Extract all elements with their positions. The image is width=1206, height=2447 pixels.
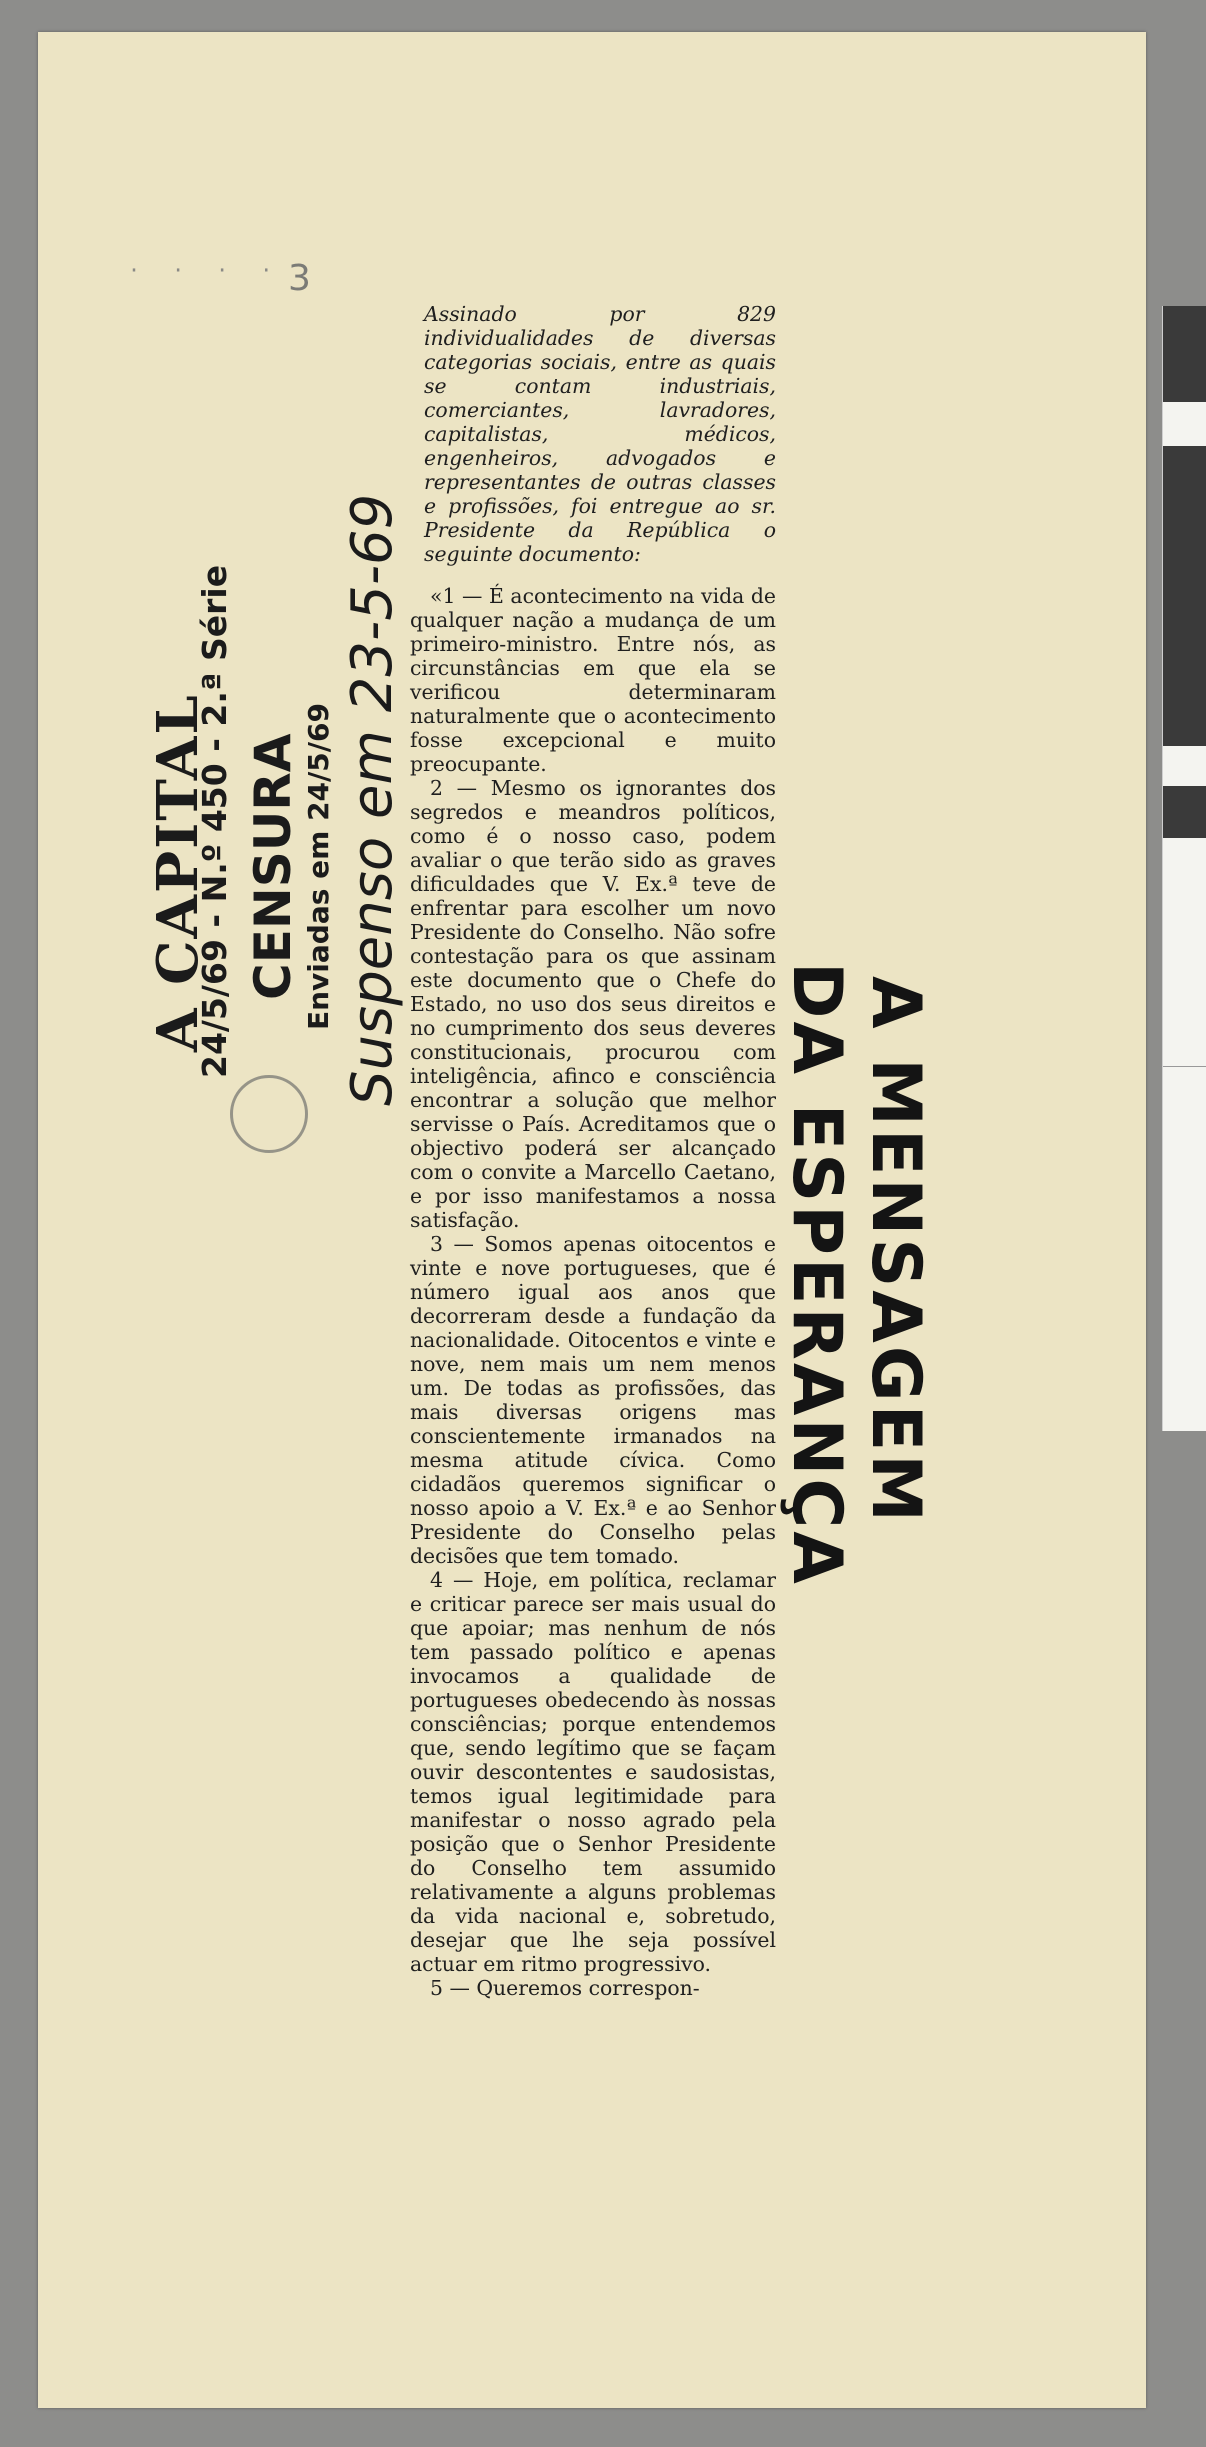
article-paragraph-5: 5 — Queremos correspon- <box>430 1976 700 2000</box>
issue-line-stamp: 24/5/69 - N.º 450 - 2.ª Série <box>195 564 234 1078</box>
pencil-circle-mark <box>230 1075 308 1153</box>
page-number: 3 <box>288 258 311 299</box>
ruler-segment-dark-1 <box>1163 306 1206 402</box>
enviadas-stamp: Enviadas em 24/5/69 <box>302 703 335 1030</box>
headline-line-1: A MENSAGEM <box>856 976 935 1525</box>
ruler-segment-dark-3 <box>1163 786 1206 838</box>
headline-line-2: DA ESPERANÇA <box>777 962 856 1587</box>
ruler-segment-dark-2 <box>1163 446 1206 746</box>
ruler-segment-line <box>1163 1066 1206 1067</box>
article-paragraph-1: «1 — É acontecimento na vida de qualquer nação a mudança de um primeiro-ministro. Entre nós, as circunstâncias em que ela se verificou determinaram naturalmente que o acontecimento fosse excepcional e muito preocupante. <box>410 584 776 776</box>
article-body <box>410 302 776 2000</box>
suspenso-stamp: Suspenso em 23-5-69 <box>340 493 405 1106</box>
article-paragraph-3: 3 — Somos apenas oitocentos e vinte e nove portugueses, que é número igual aos anos que decorreram desde a fundação da nacionalidade. Oitocentos e vinte e nove, nem mais um nem menos um. De todas as profissões, das mais diversas origens mas conscientemente irmanados na mesma atitude cívica. Como cidadãos queremos significar o nosso apoio a V. Ex.ª e ao Senhor Presidente do Conselho pelas decisões que tem tomado. <box>410 1232 776 1568</box>
article-intro: Assinado por 829 individualidades de diversas categorias sociais, entre as quais se contam industriais, comerciantes, lavradores, capitalistas, médicos, engenheiros, advogados e representantes de outras classes e profissões, foi entregue ao sr. Presidente da República o seguinte documento: <box>424 302 776 566</box>
censura-stamp: CENSURA <box>244 733 302 1000</box>
masthead-stamp: A CAPITAL <box>145 693 211 1052</box>
corner-marks: · · · · <box>128 258 283 282</box>
scale-ruler <box>1162 306 1206 1431</box>
article-paragraph-4: 4 — Hoje, em política, reclamar e criticar parece ser mais usual do que apoiar; mas nenhum de nós tem passado político e apenas invocamos a qualidade de portugueses obedecendo às nossas consciências; porque entendemos que, sendo legítimo que se façam ouvir descontentes e saudosistas, temos igual legitimidade para manifestar o nosso agrado pela posição que o Senhor Presidente do Conselho tem assumido relativamente a alguns problemas da vida nacional e, sobretudo, desejar que lhe seja possível actuar em ritmo progressivo. <box>410 1568 776 1976</box>
article-paragraph-2: 2 — Mesmo os ignorantes dos segredos e meandros políticos, como é o nosso caso, podem avaliar o que terão sido as graves dificuldades que V. Ex.ª teve de enfrentar para escolher um novo Presidente do Conselho. Não sofre contestação para os que assinam este documento que o Chefe do Estado, no uso dos seus direitos e no cumprimento dos seus deveres constitucionais, procurou com inteligência, afinco e consciência encontrar a solução que melhor servisse o País. Acreditamos que o objectivo poderá ser alcançado com o convite a Marcello Caetano, e por isso manifestamos a nossa satisfação. <box>410 776 776 1232</box>
